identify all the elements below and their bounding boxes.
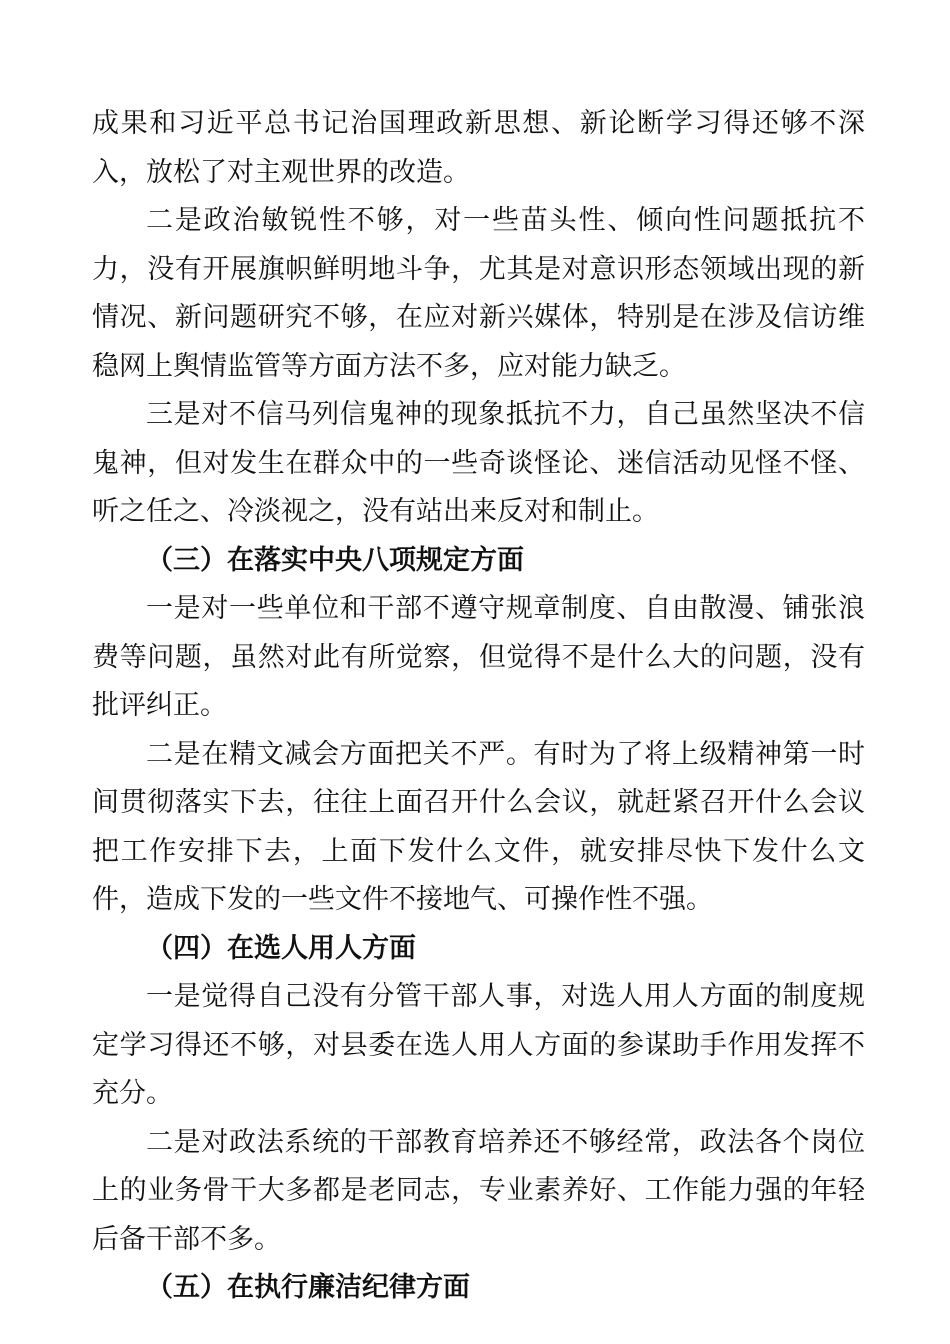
section-heading-four: （四）在选人用人方面 <box>146 932 416 964</box>
paragraph-continued: 成果和习近平总书记治国理政新思想、新论断学习得还够不深入，放松了对主观世界的改造。 <box>92 108 865 188</box>
paragraph-personnel-rules: 一是觉得自己没有分管干部人事，对选人用人方面的制度规定学习得还不够，对县委在选人用人方面的参谋助手作用发挥不充分。 <box>92 981 865 1109</box>
paragraph-meetings-documents: 二是在精文减会方面把关不严。有时为了将上级精神第一时间贯彻落实下去，往往上面召开什么会议，就赶紧召开什么会议把工作安排下去，上面下发什么文件，就安排尽快下发什么文件，造成下发的一些文件不接地气、可操作性不强。 <box>92 738 865 915</box>
paragraph-political-sensitivity: 二是政治敏锐性不够，对一些苗头性、倾向性问题抵抗不力，没有开展旗帜鲜明地斗争，尤其是对意识形态领域出现的新情况、新问题研究不够，在应对新兴媒体，特别是在涉及信访维稳网上舆情监管等方面方法不多，应对能力缺乏。 <box>92 205 865 382</box>
paragraph-superstition: 三是对不信马列信鬼神的现象抵抗不力，自己虽然坚决不信鬼神，但对发生在群众中的一些奇谈怪论、迷信活动见怪不怪、听之任之、冷淡视之，没有站出来反对和制止。 <box>92 399 865 527</box>
section-heading-three: （三）在落实中央八项规定方面 <box>146 544 524 576</box>
section-heading-five: （五）在执行廉洁纪律方面 <box>146 1272 470 1303</box>
paragraph-rules-compliance: 一是对一些单位和干部不遵守规章制度、自由散漫、铺张浪费等问题，虽然对此有所觉察，但觉得不是什么大的问题，没有批评纠正。 <box>92 593 865 721</box>
paragraph-cadre-training: 二是对政法系统的干部教育培养还不够经常，政法各个岗位上的业务骨干大多都是老同志，专业素养好、工作能力强的年轻后备干部不多。 <box>92 1126 865 1255</box>
